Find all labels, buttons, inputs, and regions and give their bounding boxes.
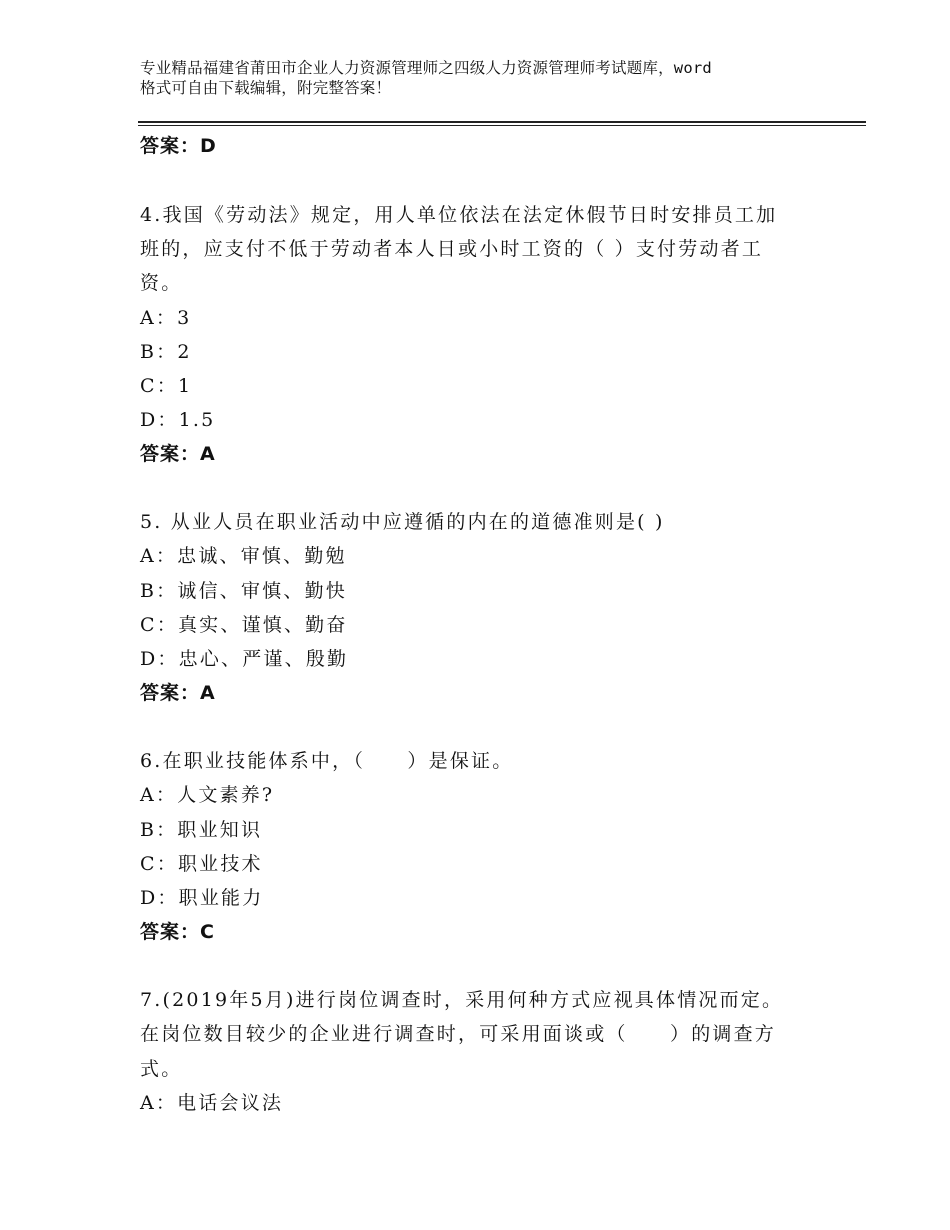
question-5-option-a: A：忠诚、审慎、勤勉 <box>140 545 347 567</box>
question-4-stem-line-3: 资。 <box>140 272 183 294</box>
question-4-option-c: C：1 <box>140 375 193 397</box>
question-5-stem: 5. 从业人员在职业活动中应遵循的内在的道德准则是( ) <box>140 511 665 533</box>
question-7-stem-line-2: 在岗位数目较少的企业进行调查时，可采用面谈或（ ）的调查方 <box>140 1023 777 1045</box>
question-5-option-b: B：诚信、审慎、勤快 <box>140 580 347 602</box>
question-7-option-a: A：电话会议法 <box>140 1092 284 1114</box>
question-6-option-d: D：职业能力 <box>140 887 264 909</box>
question-7-stem-line-3: 式。 <box>140 1058 183 1080</box>
header-line-1: 专业精品福建省莆田市企业人力资源管理师之四级人力资源管理师考试题库，word <box>140 59 712 77</box>
question-5-option-c: C：真实、谨慎、勤奋 <box>140 614 348 636</box>
question-6-option-c: C：职业技术 <box>140 853 263 875</box>
question-5-option-d: D：忠心、严谨、殷勤 <box>140 648 349 670</box>
question-5-answer: 答案：A <box>140 682 216 704</box>
question-6-answer: 答案：C <box>140 921 215 943</box>
previous-answer: 答案：D <box>140 135 217 157</box>
header-line-2: 格式可自由下载编辑，附完整答案！ <box>140 79 392 97</box>
question-6-stem: 6.在职业技能体系中，（ ）是保证。 <box>140 750 514 772</box>
document-header <box>140 58 840 98</box>
question-7-stem-line-1: 7.(2019年5月)进行岗位调查时，采用何种方式应视具体情况而定。 <box>140 989 784 1011</box>
question-4-option-b: B：2 <box>140 341 192 363</box>
question-6-option-b: B：职业知识 <box>140 819 263 841</box>
question-4-answer: 答案：A <box>140 443 216 465</box>
header-rule-thin <box>138 125 866 126</box>
question-4-option-d: D：1.5 <box>140 409 216 431</box>
question-6-option-a: A：人文素养? <box>140 784 275 806</box>
question-4-stem-line-2: 班的，应支付不低于劳动者本人日或小时工资的（ ）支付劳动者工 <box>140 238 764 260</box>
question-4-option-a: A：3 <box>140 307 192 329</box>
question-4-stem-line-1: 4.我国《劳动法》规定，用人单位依法在法定休假节日时安排员工加 <box>140 204 778 226</box>
header-rule-thick <box>138 121 866 123</box>
